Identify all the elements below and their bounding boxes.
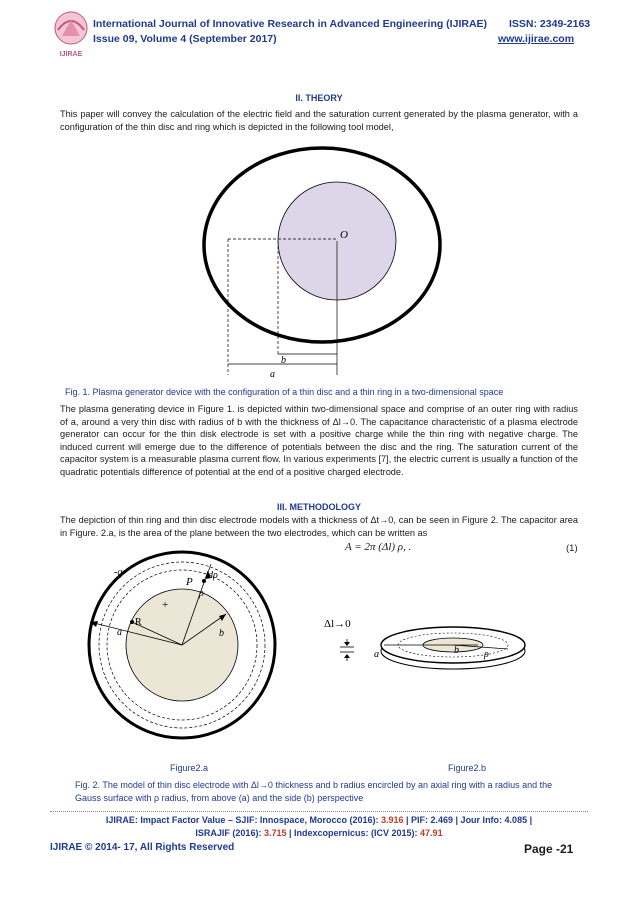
fig2b-label: Figure2.b <box>448 763 487 773</box>
label-delta-l: Δl→0 <box>324 618 351 630</box>
label-d-rho: dρ <box>208 570 218 581</box>
label-plus: + <box>162 599 169 611</box>
label-P: P <box>186 576 193 588</box>
figure-2b <box>318 605 538 675</box>
label-b: b <box>454 645 459 656</box>
equation-number: (1) <box>566 543 578 554</box>
footer-metrics-line1: IJIRAE: Impact Factor Value – SJIF: Innospace, Morocco (2016): 3.916 | PIF: 2.469 | Jour Info: 4.085 | <box>105 815 533 825</box>
fig1-caption: Fig. 1. Plasma generator device with the configuration of a thin disc and a thin ring in a two-dimensional space <box>65 387 504 397</box>
theory-intro: This paper will convey the calculation of the electric field and the saturation current generated by the plasma generator, with a configuration of the thin disc and ring which is depicted in the following tool model, <box>60 109 578 132</box>
methodology-paragraph: The depiction of thin ring and thin disc electrode models with a thickness of Δt→0, can be seen in Figure 2. The capacitor area in Figure. 2.a, is the area of the plane between the two electrodes, which can be written as <box>60 515 578 538</box>
footer-metrics-line2: ISRAJIF (2016): 3.715 | Indexcopernicus: (ICV 2015): 47.91 <box>195 828 443 838</box>
label-rho: ρ <box>484 649 489 660</box>
logo-text: IJIRAE <box>59 51 83 58</box>
section-title-theory: II. THEORY <box>295 93 343 103</box>
theory-paragraph: The plasma generating device in Figure 1. is depicted within two-dimensional space and comprise of an outer ring with radius of a, around a very thin disc with radius of b with the thickness of Δl→0. The capacitance characteristic of a plasma electrode generator can occur for the thin disk electrode is set with a positive charge while the thin ring with negative charge. The induced current will emerge due to the difference of potentials between the disc and the ring. The saturation current of the capacitor system is a measurable plasma current flow. In various experiments [7], the electric current is usually a function of the quadratic potentials difference of potential at the end of a positive charged electrode. <box>60 404 578 477</box>
label-b: b <box>219 628 224 639</box>
label-a: a <box>117 627 122 638</box>
label-R: R <box>135 617 142 628</box>
figure-2a <box>62 548 302 760</box>
page-number: Page -21 <box>524 842 574 856</box>
journal-title: International Journal of Innovative Research in Advanced Engineering (IJIRAE) <box>93 18 488 30</box>
label-a: a <box>374 649 379 660</box>
label-O: O <box>340 229 348 241</box>
label-b: b <box>281 355 286 366</box>
label-rho: ρ <box>199 588 204 599</box>
section-title-methodology: III. METHODOLOGY <box>276 502 361 512</box>
website-link[interactable]: www.ijirae.com <box>498 33 575 45</box>
issn: ISSN: 2349-2163 <box>509 18 591 30</box>
label-minus-q: -q <box>114 567 123 578</box>
fig2a-label: Figure2.a <box>170 763 209 773</box>
journal-logo <box>50 10 92 60</box>
figure-1 <box>180 145 460 385</box>
issue-info: Issue 09, Volume 4 (September 2017) <box>93 33 277 45</box>
fig2-caption: Fig. 2. The model of thin disc electrode with Δl→0 thickness and b radius encircled by an axial ring with a radius and the Gauss surface with ρ radius, from above (a) and the side (b) perspective <box>75 780 553 803</box>
equation-1: A = 2π (Δl) ρ, . <box>345 541 412 553</box>
copyright: IJIRAE © 2014- 17, All Rights Reserved <box>50 842 235 853</box>
label-a: a <box>270 369 275 380</box>
